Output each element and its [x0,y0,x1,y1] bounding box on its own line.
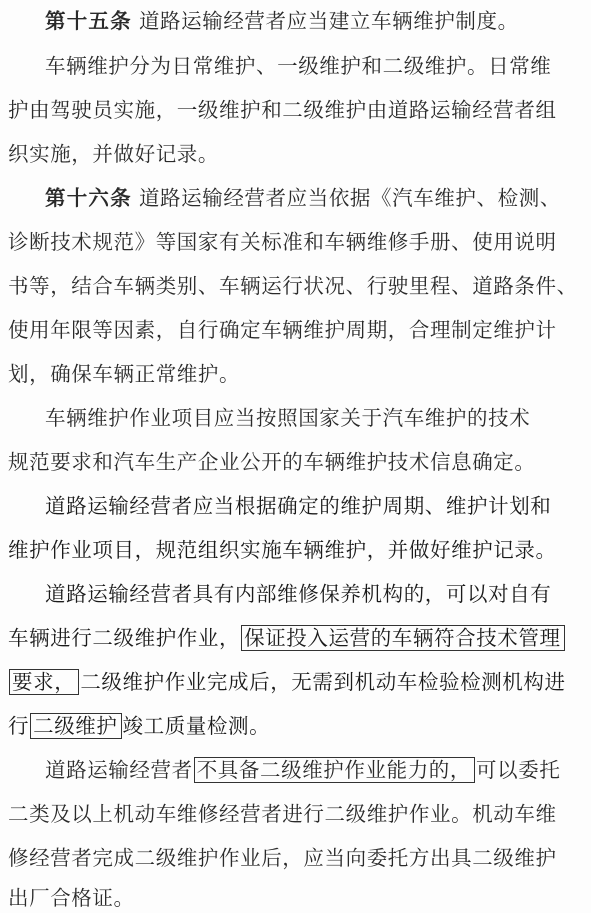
text-line: 织实施，并做好记录。 [8,142,219,166]
article-15-title-text: 道路运输经营者应当建立车辆维护制度。 [138,9,519,33]
text-line: 诊断技术规范》等国家有关标准和车辆维修手册、使用说明 [8,230,557,254]
text-line: 出厂合格证。 [8,886,135,910]
boxed-annotation: 要求， [9,669,79,695]
text-line [8,624,566,652]
boxed-annotation: 二级维护 [30,713,121,739]
text-span: 二级维护作业完成后，无需到机动车检验检测机构进 [80,670,566,694]
text-line: 车辆维护分为日常维护、一级维护和二级维护。日常维 [45,54,552,78]
text-line [8,668,566,696]
article-16-heading: 第十六条 [45,186,132,210]
text-line: 维护作业项目，规范组织实施车辆维护，并做好维护记录。 [8,538,557,562]
text-line: 道路运输经营者具有内部维修保养机构的，可以对自有 [45,582,552,606]
text-span: 行 [8,714,30,738]
text-line: 护由驾驶员实施，一级维护和二级维护由道路运输经营者组 [8,98,557,122]
boxed-annotation: 保证投入运营的车辆符合技术管理 [241,625,565,651]
article-16-line-1 [45,184,561,212]
text-line [45,756,560,784]
text-line: 修经营者完成二级维护作业后，应当向委托方出具二级维护 [8,846,557,870]
text-span: 可以委托 [476,758,561,782]
text-line: 二类及以上机动车维修经营者进行二级维护作业。机动车维 [8,802,557,826]
text-line: 使用年限等因素，自行确定车辆维护周期，合理制定维护计 [8,318,557,342]
article-15-heading: 第十五条 [45,9,132,33]
text-line [8,712,270,740]
text-line: 划，确保车辆正常维护。 [8,362,241,386]
article-15-line-1 [45,7,519,35]
text-line: 道路运输经营者应当根据确定的维护周期、维护计划和 [45,494,552,518]
text-line: 规范要求和汽车生产企业公开的车辆维护技术信息确定。 [8,450,536,474]
text-line: 车辆维护作业项目应当按照国家关于汽车维护的技术 [45,406,531,430]
boxed-annotation: 不具备二级维护作业能力的， [194,757,475,783]
text-span: 竣工质量检测。 [122,714,271,738]
text-span: 车辆进行二级维护作业， [8,626,241,650]
text-line: 书等，结合车辆类别、车辆运行状况、行驶里程、道路条件、 [8,274,578,298]
article-16-title-text: 道路运输经营者应当依据《汽车维护、检测、 [138,186,561,210]
text-span: 道路运输经营者 [45,758,193,782]
